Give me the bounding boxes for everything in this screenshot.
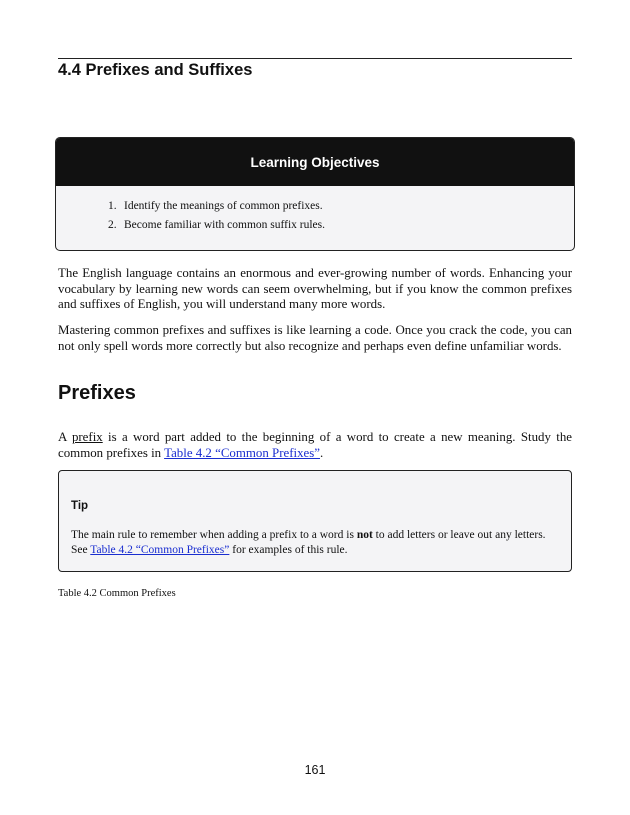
prefix-paragraph bbox=[58, 430, 572, 461]
prefix-text-c: . bbox=[320, 445, 324, 460]
prefixes-heading: Prefixes bbox=[58, 382, 136, 404]
learning-objectives-title: Learning Objectives bbox=[56, 138, 574, 186]
tip-table-link[interactable]: Table 4.2 “Common Prefixes” bbox=[90, 543, 230, 556]
section-title: 4.4 Prefixes and Suffixes bbox=[58, 61, 253, 79]
code-paragraph: Mastering common prefixes and suffixes is like learning a code. Once you crack the code, you can not only spell words more correctly but also recognize and perhaps even define unfamiliar words. bbox=[58, 323, 572, 353]
tip-bold: not bbox=[356, 529, 373, 541]
tip-title: Tip bbox=[71, 500, 89, 512]
prefix-term: prefix bbox=[71, 430, 103, 444]
top-rule bbox=[58, 58, 572, 59]
tip-text-1: The main rule to remember when adding a prefix to a word is bbox=[71, 529, 357, 541]
list-text: Become familiar with common suffix rules. bbox=[124, 218, 325, 231]
table-caption: Table 4.2 Common Prefixes bbox=[58, 588, 176, 599]
list-item bbox=[108, 200, 325, 213]
page-number: 161 bbox=[304, 763, 326, 777]
prefix-text-b: is a word part added to the beginning of a word to create a new meaning. Study the common prefixes in bbox=[58, 430, 572, 460]
tip-body bbox=[71, 528, 561, 557]
tip-text-3: for examples of this rule. bbox=[229, 543, 348, 556]
objectives-list bbox=[108, 200, 325, 237]
prefix-text-a: A bbox=[58, 430, 72, 444]
list-number: 1. bbox=[108, 200, 117, 212]
tip-text-2: to add letters or leave out any letters. See bbox=[71, 529, 546, 556]
learning-objectives-box bbox=[55, 137, 575, 251]
list-text: Identify the meanings of common prefixes. bbox=[124, 200, 323, 212]
tip-box bbox=[58, 470, 572, 572]
list-number: 2. bbox=[108, 218, 117, 231]
list-item bbox=[108, 219, 325, 232]
intro-paragraph: The English language contains an enormous and ever-growing number of words. Enhancing your vocabulary by learning new words can seem overwhelming, but if you know the common prefixes and suffixes of English, you will understand many more words. bbox=[58, 266, 572, 312]
table-link[interactable]: Table 4.2 “Common Prefixes” bbox=[164, 445, 320, 460]
